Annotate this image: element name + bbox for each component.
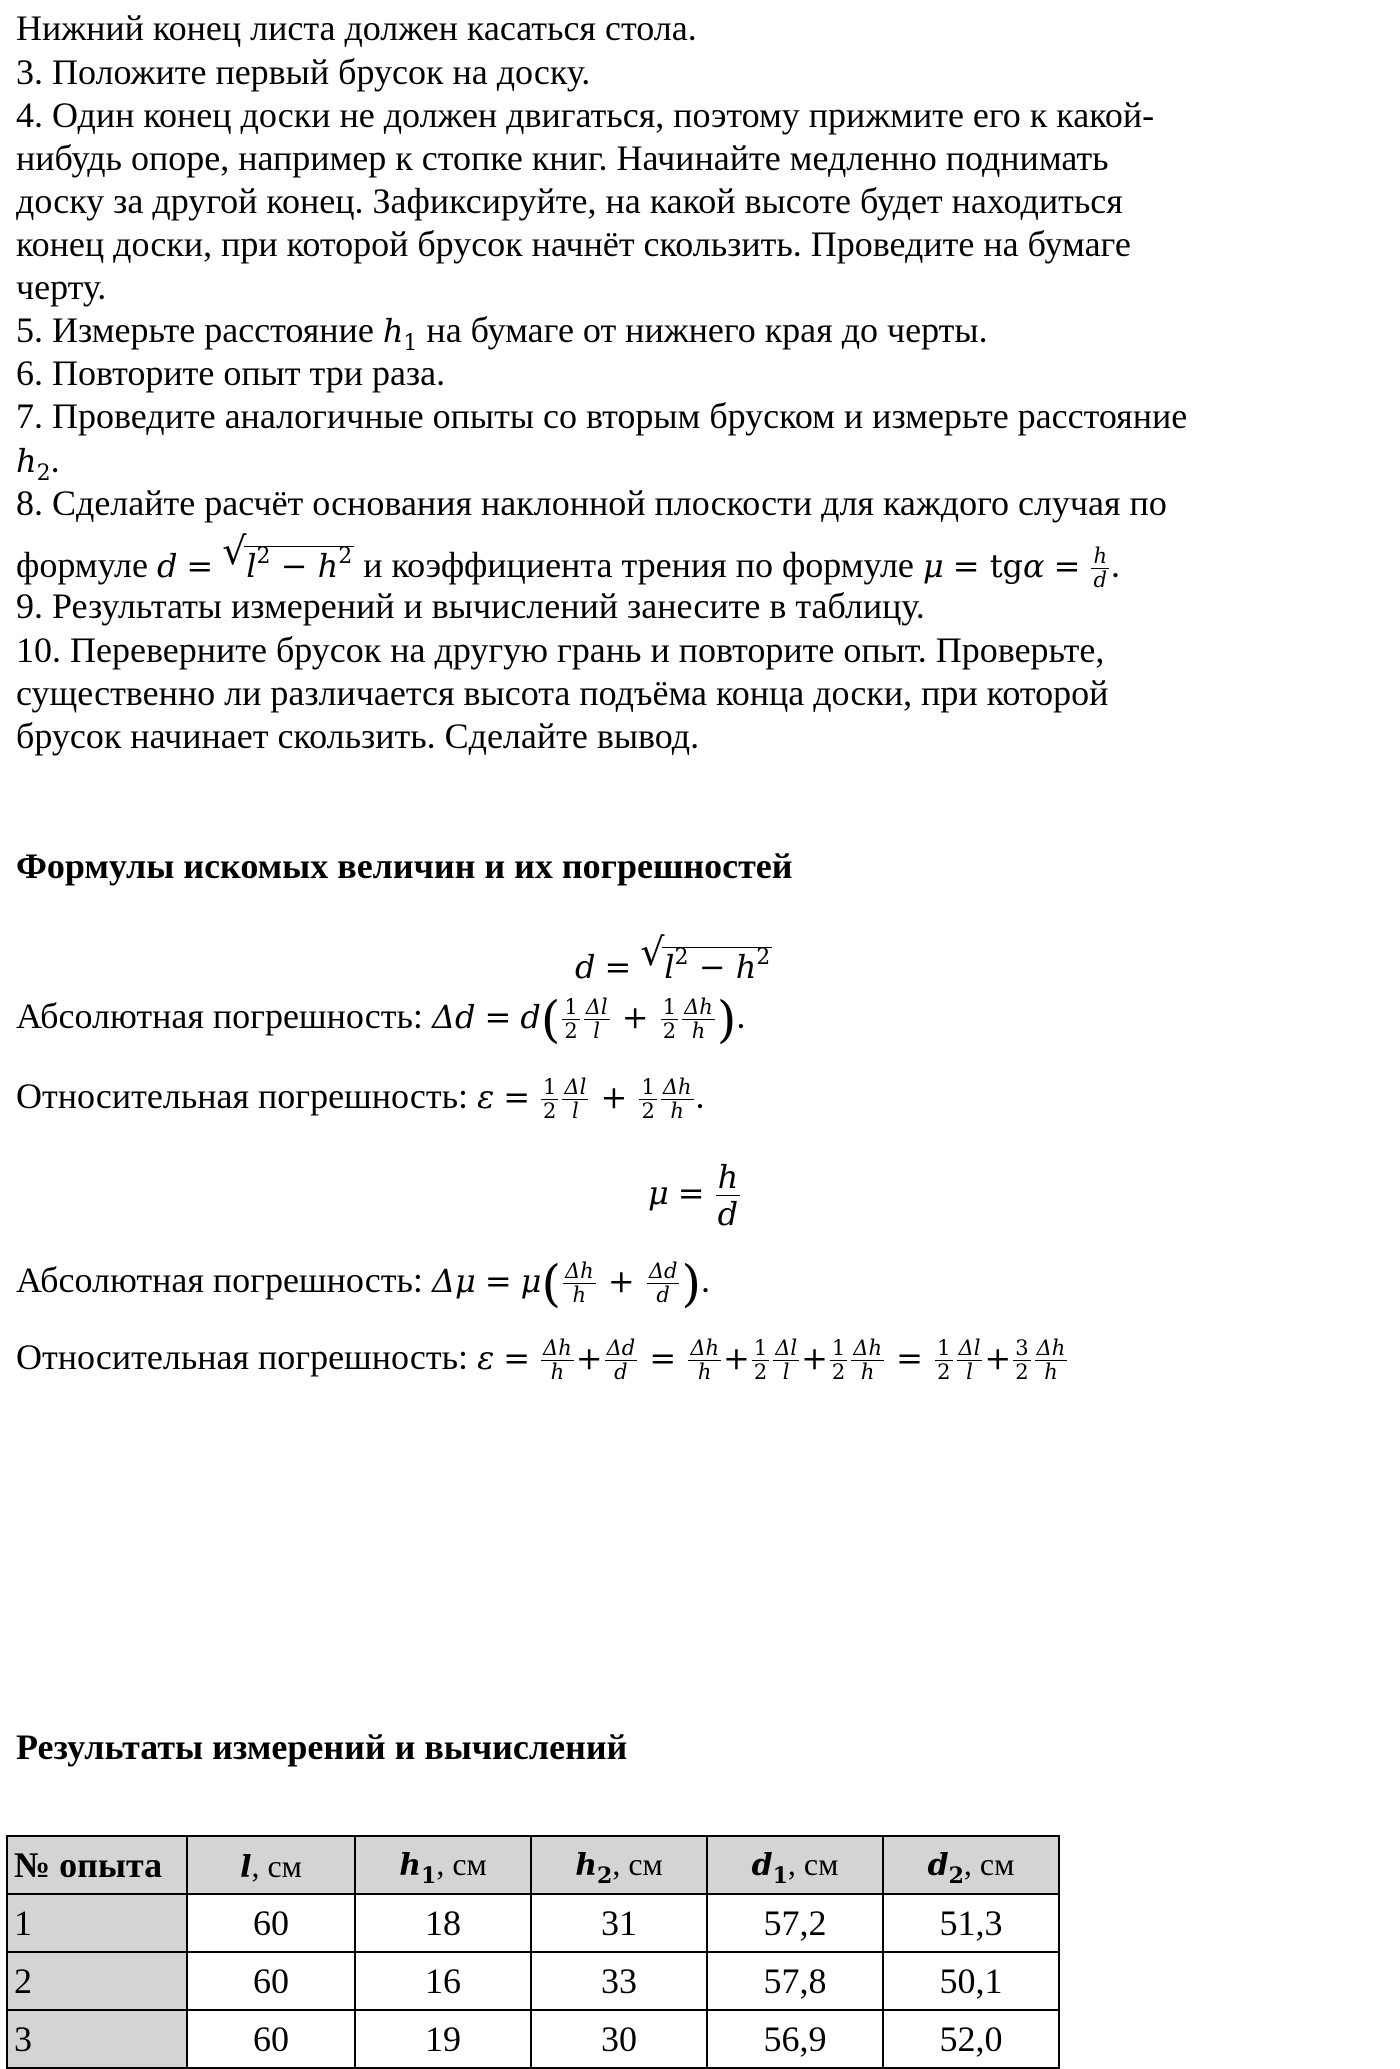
table-cell: 51,3 [883,1894,1059,1952]
table-row [7,1894,1059,1952]
table-header-row [7,1836,1059,1894]
math-h2-line: $h_2$. [16,440,60,486]
table-cell: 2 [7,1952,187,2010]
text-line: брусок начинает скользить. Сделайте вывод. [16,716,700,756]
table-cell: 52,0 [883,2010,1059,2068]
header-d1: $d_1$, см [707,1836,883,1894]
formula-rel-d: Относительная погрешность: ε = $\frac{1}{2}$ $\frac{\Delta l}{l}$ + $\frac{1}{2}$ $\frac{\Delta h}{h}$ . [16,1075,705,1124]
formulas-heading: Формулы искомых величин и их погрешностей [16,846,793,886]
formula-mu: μ = $\frac{h}{d}$ [648,1158,739,1234]
table-cell: 3 [7,2010,187,2068]
step-7: 7. Проведите аналогичные опыты со вторым бруском и измерьте расстояние [16,396,1188,436]
header-h2: $h_2$, см [531,1836,707,1894]
math-h1: $h_1$ [382,312,418,356]
table-cell: 60 [187,2010,355,2068]
header-d2: $d_2$, см [883,1836,1059,1894]
table-cell: 1 [7,1894,187,1952]
table-cell: 57,8 [707,1952,883,2010]
table-cell: 18 [355,1894,531,1952]
table-cell: 60 [187,1894,355,1952]
text-line: черту. [16,267,107,307]
step-6: 6. Повторите опыт три раза. [16,353,446,393]
step-9: 9. Результаты измерений и вычислений занесите в таблицу. [16,586,925,626]
text-line: существенно ли различается высота подъёма конца доски, при которой [16,673,1109,713]
step-5: 5. Измерьте расстояние $h_1$ на бумаге от нижнего края до черты. [16,310,988,356]
table-cell: 30 [531,2010,707,2068]
text-line: Нижний конец листа должен касаться стола. [16,8,697,48]
text-line: 3. Положите первый брусок на доску. [16,52,591,92]
header-experiment-no: № опыта [7,1836,187,1894]
text-line: доску за другой конец. Зафиксируйте, на какой высоте будет находиться [16,181,1123,221]
step-8: 8. Сделайте расчёт основания наклонной плоскости для каждого случая по [16,483,1167,523]
text-line: конец доски, при которой брусок начнёт скользить. Проведите на бумаге [16,224,1131,264]
table-cell: 16 [355,1952,531,2010]
results-heading: Результаты измерений и вычислений [16,1727,628,1767]
formula-abs-d: Абсолютная погрешность: Δd = d( $\frac{1}{2}$ $\frac{\Delta l}{l}$ + $\frac{1}{2}$ $\frac{\Delta h}{h}$ ). [16,990,746,1049]
header-l: l, см [187,1836,355,1894]
table-cell: 57,2 [707,1894,883,1952]
table-cell: 60 [187,1952,355,2010]
step-8-formula-line: формуле d = √ $l^2 - h^2$ и коэффициента трения по формуле μ = tgα = $\frac{h}{d}$ . [16,532,1120,592]
text-line: 4. Один конец доски не должен двигаться, поэтому прижмите его к какой- [16,95,1155,135]
text-line: 10. Переверните брусок на другую грань и повторите опыт. Проверьте, [16,630,1105,670]
table-cell: 50,1 [883,1952,1059,2010]
table-cell: 56,9 [707,2010,883,2068]
results-table [6,1835,1060,2069]
header-h1: $h_1$, см [355,1836,531,1894]
table-cell: 33 [531,1952,707,2010]
formula-rel-mu: Относительная погрешность: ε = $\frac{\Delta h}{h}$ + $\frac{\Delta d}{d}$ = $\frac{\Delta h}{h}$ + $\frac{1}{2}$ $\frac{\Delta l}{l}$ + $\frac{1}{2}$ $\frac{\Delta h}{h}$ = $\frac{1}{2}$ $\frac{\Delta l}{l}$ + $\frac{3}{2}$ $\frac{\Delta h}{h}$ [16,1336,1066,1385]
text-line: нибудь опоре, например к стопке книг. Начинайте медленно поднимать [16,138,1109,178]
table-cell: 31 [531,1894,707,1952]
table-row [7,1952,1059,2010]
table-cell: 19 [355,2010,531,2068]
formula-d: d = √ $l^2 - h^2$ [575,938,772,987]
formula-abs-mu: Абсолютная погрешность: Δμ = μ( $\frac{\Delta h}{h}$ + $\frac{\Delta d}{d}$ ). [16,1254,710,1313]
table-row [7,2010,1059,2068]
